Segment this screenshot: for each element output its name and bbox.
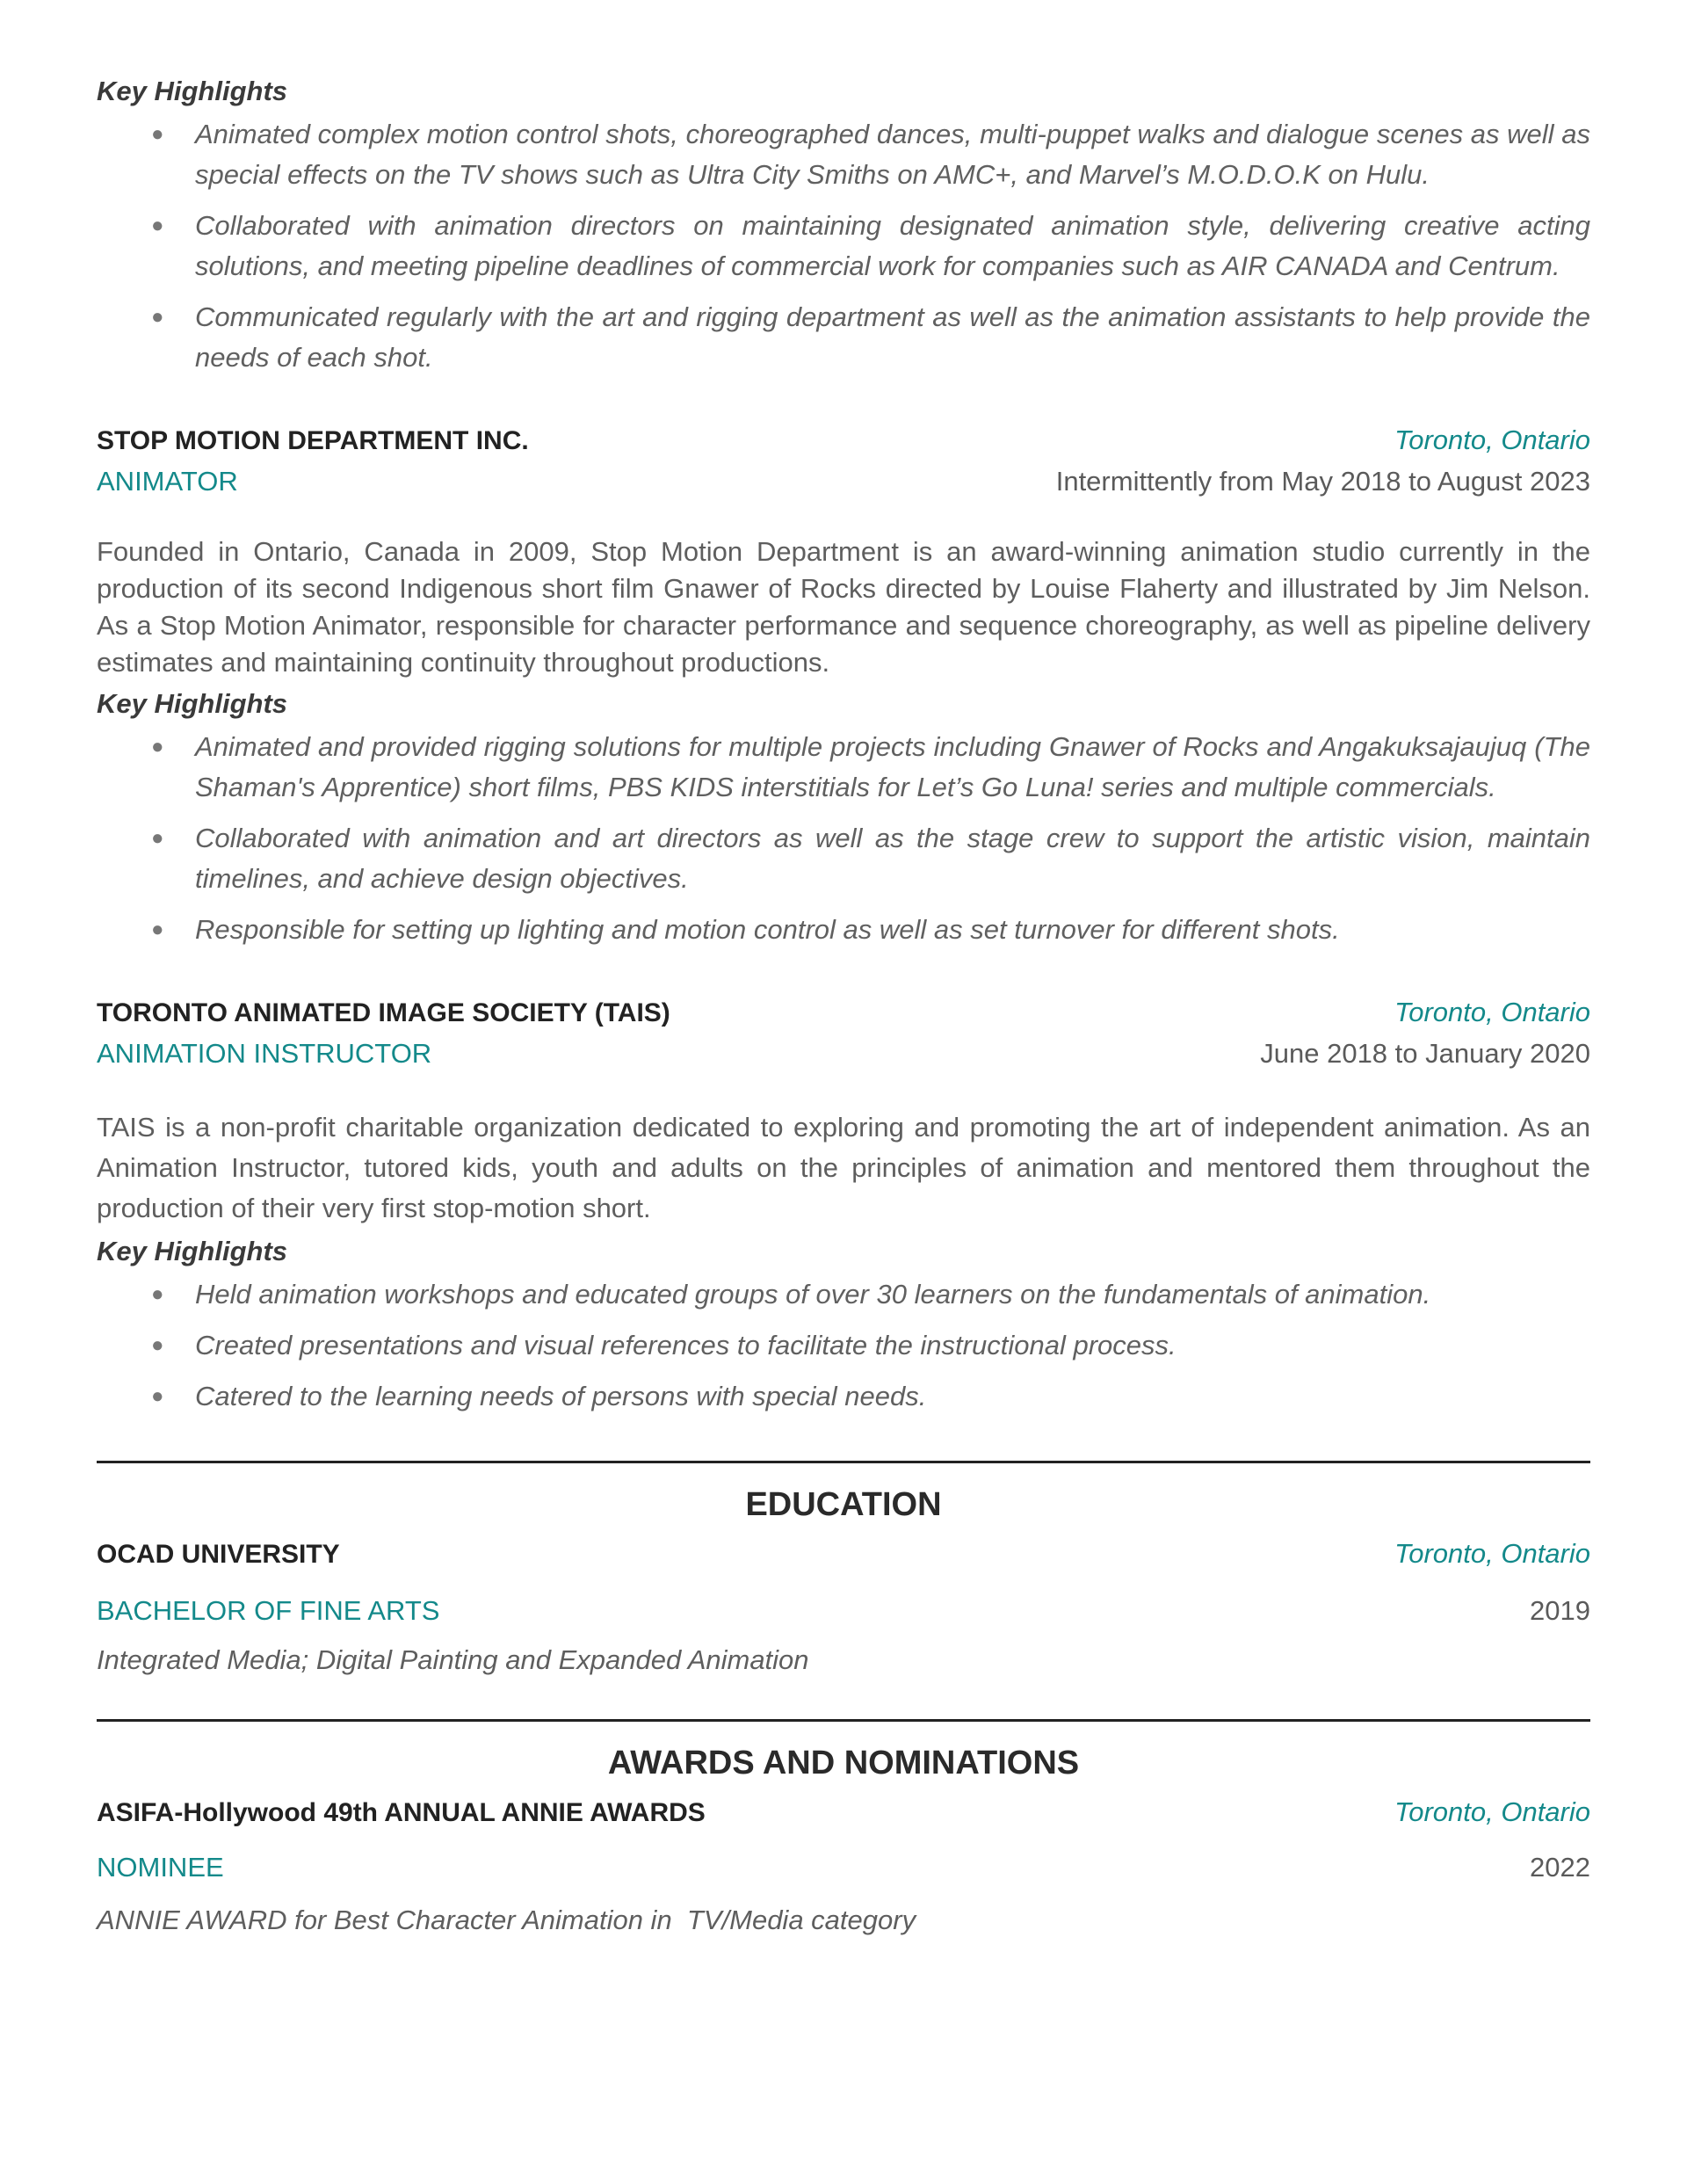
employer-name: STOP MOTION DEPARTMENT INC. xyxy=(97,426,529,455)
highlight-item: ● Held animation workshops and educated groups of over 30 learners on the fundamentals of animation. xyxy=(97,1274,1590,1315)
highlight-item: ● Responsible for setting up lighting and motion control as well as set turnover for different shots. xyxy=(97,910,1590,950)
award-status: NOMINEE xyxy=(97,1852,224,1883)
bullet-icon: ● xyxy=(151,1384,164,1408)
school-name: OCAD UNIVERSITY xyxy=(97,1540,340,1569)
highlight-item: ● Communicated regularly with the art and rigging department as well as the animation assistants to help provide the needs of each shot. xyxy=(97,297,1590,378)
award-name: ASIFA-Hollywood 49th ANNUAL ANNIE AWARDS xyxy=(97,1798,706,1827)
top-highlights-section xyxy=(97,74,1590,378)
job-dates: June 2018 to January 2020 xyxy=(1260,1038,1590,1069)
employer-name: TORONTO ANIMATED IMAGE SOCIETY (TAIS) xyxy=(97,998,670,1027)
job-subheader xyxy=(97,1034,1590,1074)
bullet-icon: ● xyxy=(151,735,164,758)
highlights-list xyxy=(97,114,1590,378)
education-detail: Integrated Media; Digital Painting and Expanded Animation xyxy=(97,1644,809,1675)
highlight-item: ● Catered to the learning needs of persons with special needs. xyxy=(97,1376,1590,1417)
key-highlights-label: Key Highlights xyxy=(97,688,288,719)
highlight-item: ● Collaborated with animation directors on maintaining designated animation style, delivering creative acting solutions, and meeting pipeline deadlines of commercial work for companies such as AIR CANADA and Centrum. xyxy=(97,206,1590,287)
highlights-list xyxy=(97,727,1590,950)
job-title: ANIMATION INSTRUCTOR xyxy=(97,1038,432,1069)
section-divider xyxy=(97,1461,1590,1463)
education-section xyxy=(97,1461,1590,1680)
bullet-icon: ● xyxy=(151,918,164,941)
highlight-item: ● Created presentations and visual references to facilitate the instructional process. xyxy=(97,1325,1590,1366)
bullet-icon: ● xyxy=(151,826,164,850)
award-header xyxy=(97,1792,1590,1833)
bullet-icon: ● xyxy=(151,1333,164,1357)
award-location: Toronto, Ontario xyxy=(1394,1796,1590,1827)
key-highlights-label: Key Highlights xyxy=(97,76,288,106)
school-location: Toronto, Ontario xyxy=(1394,1538,1590,1569)
section-heading: EDUCATION xyxy=(745,1486,942,1523)
highlight-item: ● Animated and provided rigging solutions for multiple projects including Gnawer of Rocks and Angakuksajaujuq (The Shaman's Apprentice) short films, PBS KIDS interstitials for Let’s Go Luna! series and multiple commercials. xyxy=(97,727,1590,808)
awards-section xyxy=(97,1719,1590,1941)
job-subheader xyxy=(97,461,1590,502)
highlight-item: ● Collaborated with animation and art directors as well as the stage crew to support the artistic vision, maintain timelines, and achieve design objectives. xyxy=(97,818,1590,899)
award-year: 2022 xyxy=(1530,1852,1590,1883)
bullet-icon: ● xyxy=(151,305,164,329)
job-entry xyxy=(97,992,1590,1417)
job-location: Toronto, Ontario xyxy=(1394,997,1590,1027)
award-detail: ANNIE AWARD for Best Character Animation in TV/Media category xyxy=(97,1905,916,1935)
resume-page xyxy=(97,74,1590,1941)
award-subheader xyxy=(97,1847,1590,1888)
degree-title: BACHELOR OF FINE ARTS xyxy=(97,1595,440,1626)
bullet-icon: ● xyxy=(151,214,164,237)
bullet-icon: ● xyxy=(151,122,164,146)
education-subheader xyxy=(97,1591,1590,1631)
job-header xyxy=(97,992,1590,1034)
job-entry xyxy=(97,420,1590,950)
job-description: TAIS is a non-profit charitable organization dedicated to exploring and promoting the art of independent animation. As an Animation Instructor, tutored kids, youth and adults on the principles of animation and mentored them throughout the production of their very first stop-motion short. xyxy=(97,1112,1590,1223)
section-divider xyxy=(97,1719,1590,1722)
education-header xyxy=(97,1534,1590,1575)
bullet-icon: ● xyxy=(151,1282,164,1306)
key-highlights-label: Key Highlights xyxy=(97,1236,288,1266)
highlight-item: ● Animated complex motion control shots, choreographed dances, multi-puppet walks and dialogue scenes as well as special effects on the TV shows such as Ultra City Smiths on AMC+, and Marvel’s M.O.D.O.K on Hulu. xyxy=(97,114,1590,195)
job-description: Founded in Ontario, Canada in 2009, Stop Motion Department is an award-winning animation studio currently in the production of its second Indigenous short film Gnawer of Rocks directed by Louise Flaherty and illustrated by Jim Nelson. As a Stop Motion Animator, responsible for character performance and sequence choreography, as well as pipeline delivery estimates and maintaining continuity throughout productions. xyxy=(97,536,1590,678)
job-location: Toronto, Ontario xyxy=(1394,424,1590,455)
section-heading: AWARDS AND NOMINATIONS xyxy=(607,1745,1080,1781)
graduation-year: 2019 xyxy=(1530,1595,1590,1626)
job-header xyxy=(97,420,1590,461)
job-dates: Intermittently from May 2018 to August 2023 xyxy=(1055,466,1590,497)
job-title: ANIMATOR xyxy=(97,466,238,497)
highlights-list xyxy=(97,1274,1590,1417)
